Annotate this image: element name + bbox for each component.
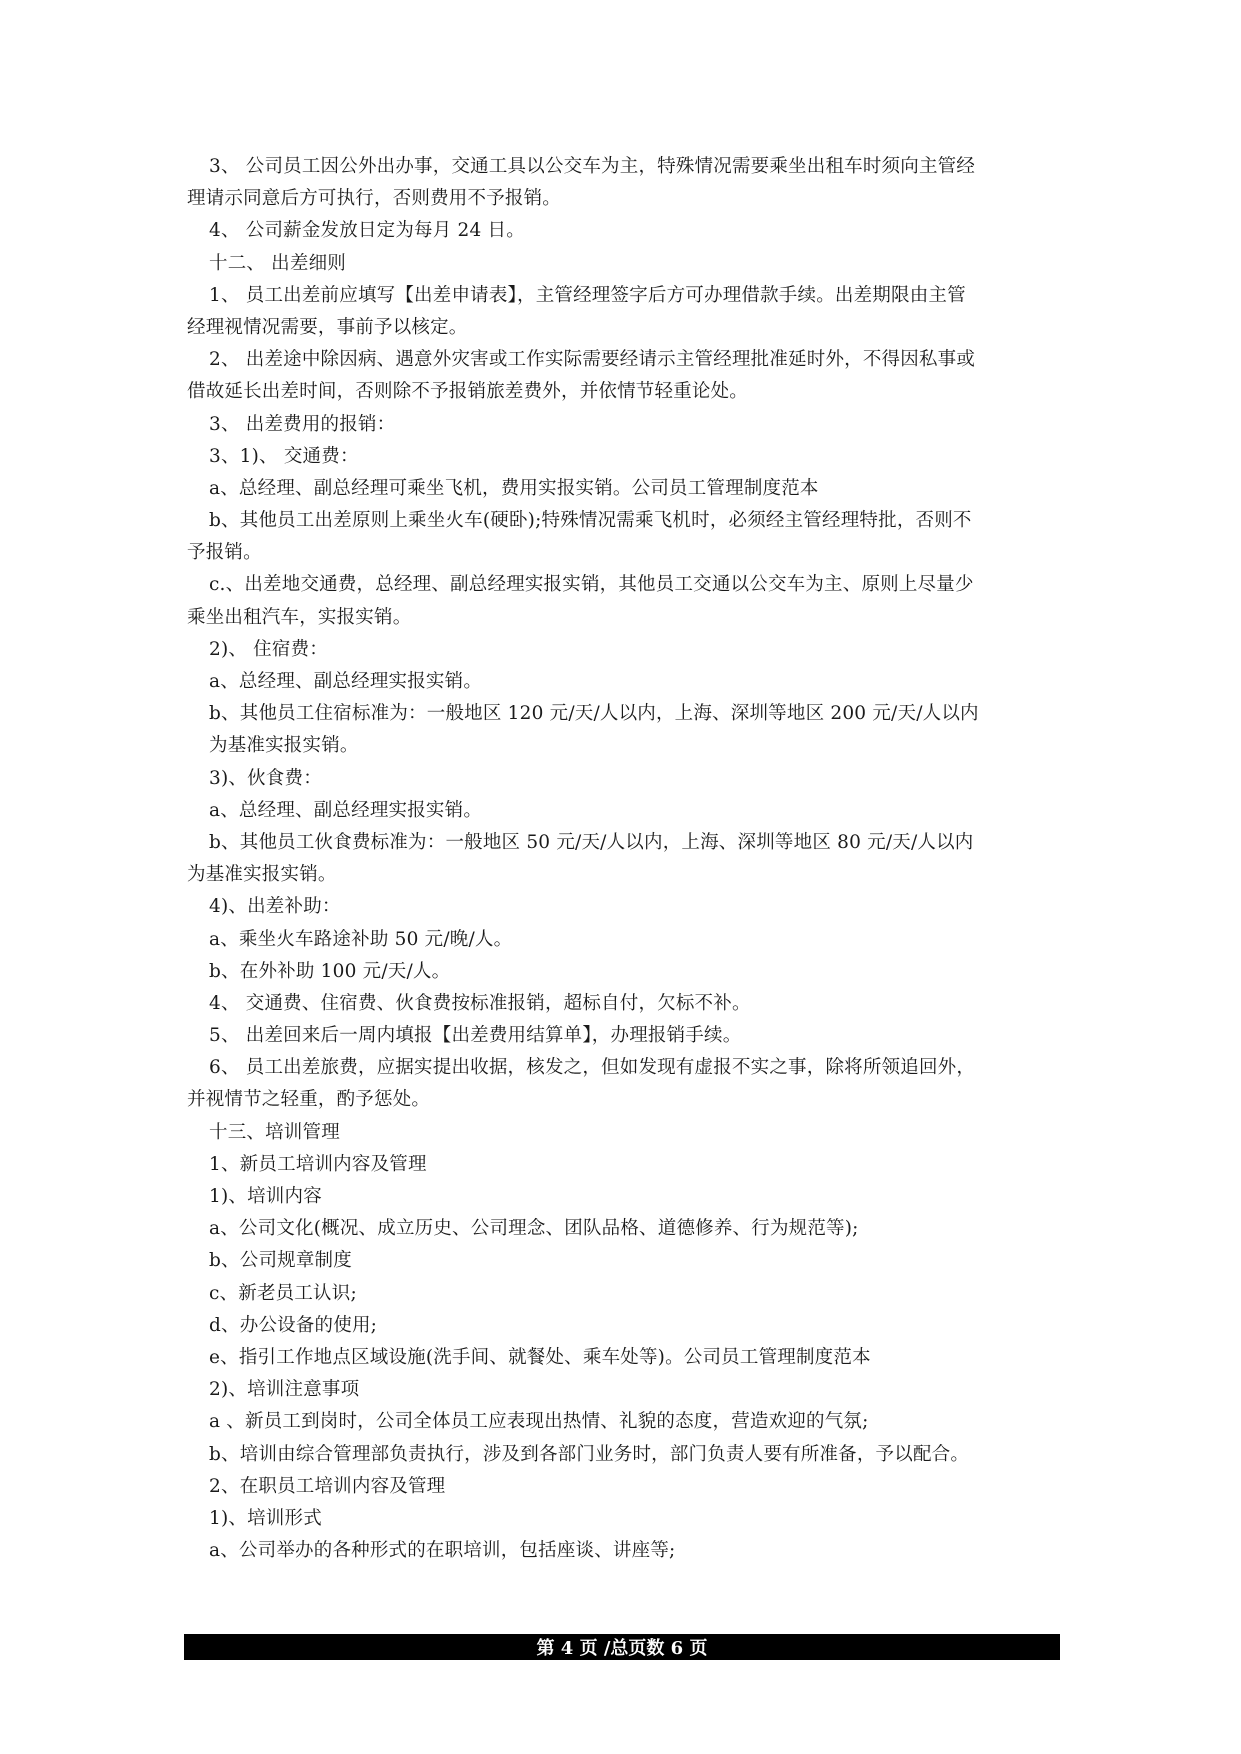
paragraph-line: 3、1)、 交通费：	[209, 445, 359, 467]
paragraph-line: b、其他员工住宿标准为：一般地区 120 元/天/人以内，上海、深圳等地区 200 元/天/人以内	[209, 703, 979, 725]
page-number-label: 第 4 页 /总页数 6 页	[536, 1638, 708, 1659]
paragraph-line: 1、 员工出差前应填写【出差申请表】，主管经理签字后方可办理借款手续。出差期限由主管	[209, 284, 966, 306]
paragraph-line: c、新老员工认识;	[209, 1282, 357, 1304]
paragraph-line: b、其他员工伙食费标准为：一般地区 50 元/天/人以内，上海、深圳等地区 80 元/天/人以内	[209, 831, 974, 853]
paragraph-line: a、公司举办的各种形式的在职培训，包括座谈、讲座等;	[209, 1540, 676, 1562]
paragraph-line: a、总经理、副总经理可乘坐飞机，费用实报实销。公司员工管理制度范本	[209, 477, 819, 499]
paragraph-line: 1、新员工培训内容及管理	[209, 1153, 427, 1175]
paragraph-line: 经理视情况需要，事前予以核定。	[187, 316, 468, 338]
paragraph-line: 十三、培训管理	[209, 1121, 340, 1143]
paragraph-line: 为基准实报实销。	[209, 735, 359, 757]
paragraph-line: 2)、培训注意事项	[209, 1379, 360, 1401]
paragraph-line: 4)、出差补助：	[209, 896, 341, 918]
paragraph-line: 予报销。	[187, 542, 262, 564]
paragraph-line: b、培训由综合管理部负责执行，涉及到各部门业务时，部门负责人要有所准备，予以配合。	[209, 1443, 970, 1465]
paragraph-line: 十二、 出差细则	[209, 252, 346, 274]
paragraph-line: 3)、伙食费：	[209, 767, 322, 789]
paragraph-line: b、公司规章制度	[209, 1250, 352, 1272]
paragraph-line: b、在外补助 100 元/天/人。	[209, 960, 451, 982]
paragraph-line: a、公司文化(概况、成立历史、公司理念、团队品格、道德修养、行为规范等);	[209, 1218, 859, 1240]
paragraph-line: a 、新员工到岗时，公司全体员工应表现出热情、礼貌的态度，营造欢迎的气氛;	[209, 1411, 869, 1433]
paragraph-line: 3、 出差费用的报销：	[209, 413, 396, 435]
document-body	[187, 151, 1067, 1567]
paragraph-line: 3、 公司员工因公外出办事，交通工具以公交车为主，特殊情况需要乘坐出租车时须向主管经	[209, 156, 976, 177]
paragraph-line: 4、 交通费、住宿费、伙食费按标准报销，超标自付，欠标不补。	[209, 992, 751, 1014]
paragraph-line: 6、 员工出差旅费，应据实提出收据，核发之，但如发现有虚报不实之事，除将所领追回外，	[209, 1057, 976, 1079]
paragraph-line: 借故延长出差时间，否则除不予报销旅差费外，并依情节轻重论处。	[187, 381, 749, 403]
paragraph-line: d、办公设备的使用;	[209, 1314, 378, 1336]
paragraph-line: 4、 公司薪金发放日定为每月 24 日。	[209, 220, 525, 242]
paragraph-line: b、其他员工出差原则上乘坐火车(硬卧);特殊情况需乘飞机时，必须经主管经理特批，否则不	[209, 510, 972, 532]
page-footer	[184, 1634, 1060, 1660]
paragraph-line: 理请示同意后方可执行，否则费用不予报销。	[187, 188, 562, 210]
paragraph-line: 并视情节之轻重，酌予惩处。	[187, 1089, 431, 1111]
paragraph-line: a、乘坐火车路途补助 50 元/晚/人。	[209, 928, 513, 950]
paragraph-line: 2)、 住宿费：	[209, 638, 328, 660]
paragraph-line: 5、 出差回来后一周内填报【出差费用结算单】，办理报销手续。	[209, 1025, 742, 1047]
paragraph-line: 1)、培训内容	[209, 1186, 322, 1207]
paragraph-line: c.、出差地交通费，总经理、副总经理实报实销，其他员工交通以公交车为主、原则上尽量少	[209, 574, 974, 596]
paragraph-line: a、总经理、副总经理实报实销。	[209, 799, 483, 821]
paragraph-line: 2、 出差途中除因病、遇意外灾害或工作实际需要经请示主管经理批准延时外，不得因私事或	[209, 349, 976, 371]
paragraph-line: e、指引工作地点区域设施(洗手间、就餐处、乘车处等)。公司员工管理制度范本	[209, 1346, 871, 1368]
paragraph-line: 为基准实报实销。	[187, 864, 337, 886]
paragraph-line: a、总经理、副总经理实报实销。	[209, 671, 483, 692]
paragraph-line: 乘坐出租汽车，实报实销。	[187, 606, 412, 628]
paragraph-line: 2、在职员工培训内容及管理	[209, 1475, 446, 1497]
paragraph-line: 1)、培训形式	[209, 1507, 322, 1529]
